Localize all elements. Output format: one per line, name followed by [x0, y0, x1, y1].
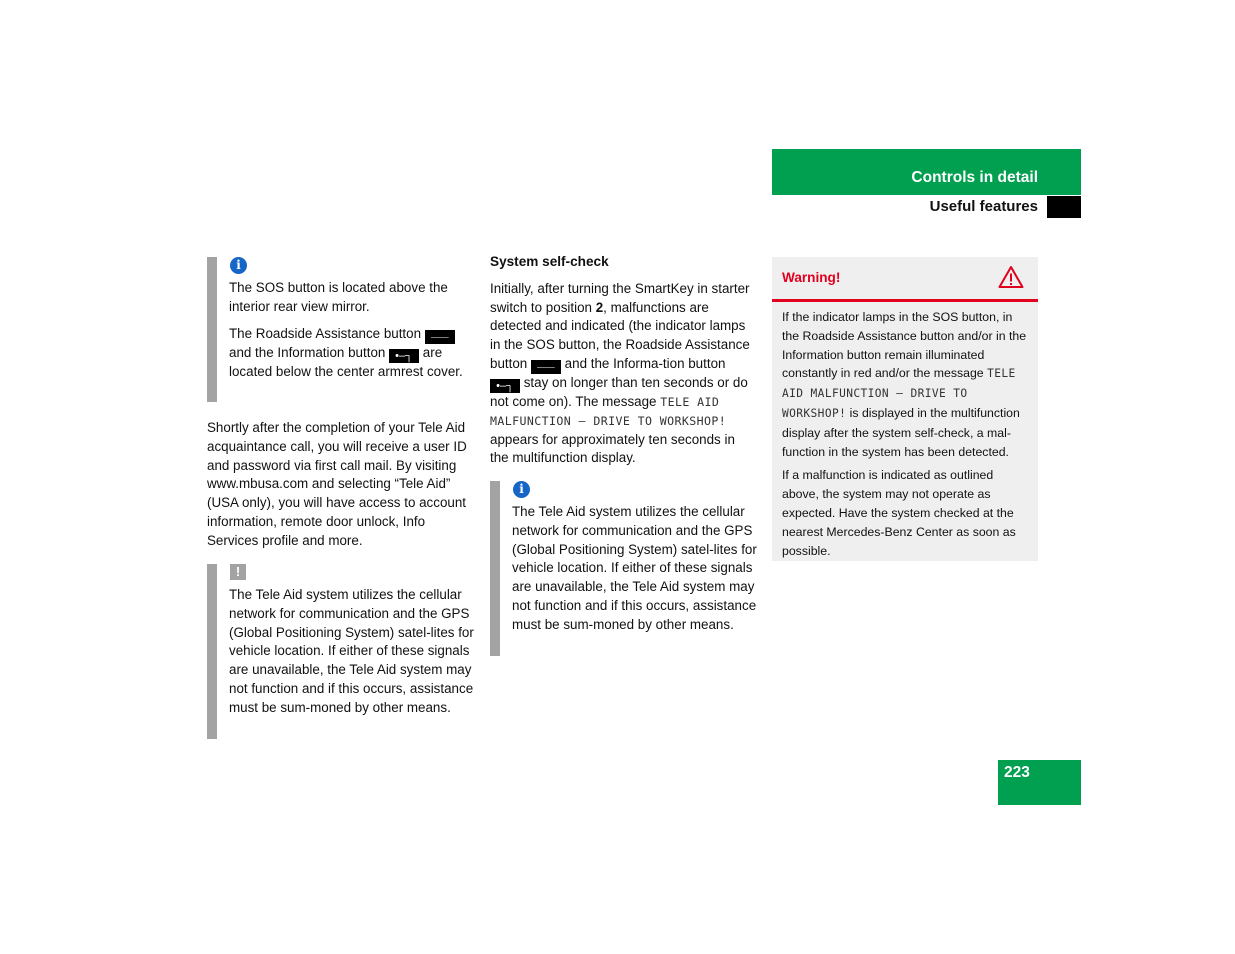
warning-title: Warning! — [782, 270, 841, 285]
warning-text-2: If a malfunction is indicated as outlined above, the system may not operate as expected. Have the system checked at the nearest Mercedes-Benz Center as soon as possible. — [782, 468, 1016, 558]
display-message: TELE AID MALFUNCTION – DRIVE TO WORKSHOP! — [782, 367, 1016, 420]
info-note-text: The Tele Aid system utilizes the cellular network for communication and the GPS (Global Positioning System) satel-lites for vehicle location. If either of these signals are unavailable, the Tele Aid system may not function and if this occurs, assistance must be sum-moned by other means. — [512, 504, 757, 632]
info-key-icon: •–┐ — [389, 349, 419, 363]
display-message: TELE AID MALFUNCTION – DRIVE TO WORKSHOP! — [490, 394, 727, 428]
note-bar — [207, 257, 217, 402]
note-bar — [207, 564, 217, 739]
caution-note-signal — [207, 564, 475, 739]
self-check-paragraph: Initially, after turning the SmartKey in starter switch to position 2, malfunctions are detected and indicated (the indicator lamps in the SOS button, the Roadside Assistance button ⸺ and the Informa-tion button •–┐ stay on longer than ten seconds or do not come on). The message TELE AID MALFUNCTION – DRIVE TO WORKSHOP! appears for approximately ten seconds in the multifunction display. — [490, 280, 750, 466]
info-key-icon: •–┐ — [490, 379, 520, 393]
self-check-heading: System self-check — [490, 254, 609, 269]
exclamation-icon: ! — [230, 564, 246, 580]
wrench-icon: ⸺ — [425, 330, 455, 344]
info-icon: i — [230, 257, 247, 274]
page-number: 223 — [998, 760, 1081, 805]
chapter-title: Controls in detail — [911, 169, 1038, 186]
info-note-signal — [490, 481, 758, 656]
self-check-section — [490, 253, 754, 468]
warning-text-1: If the indicator lamps in the SOS button, in the Roadside Assistance button and/or in the Information button remain illuminated constantly in red and/or the message TELE AID MALFUNCTION – DRIVE TO WORKSHOP! is displayed in the multifunction display after the system self-check, a mal-function in the system has been detected. — [782, 310, 1027, 459]
section-title: Useful features — [929, 198, 1038, 215]
warning-box — [772, 257, 1038, 561]
warning-header — [772, 257, 1038, 302]
tele-aid-account-paragraph: Shortly after the completion of your Tele Aid acquaintance call, you will receive a user ID and password via first call mail. By visiting www.mbusa.com and selecting “Tele Aid” (USA only), you will have access to account information, remote door unlock, Info Services profile and more. — [207, 420, 467, 548]
info-note-text-2: The Roadside Assistance button ⸺ and the Information button •–┐ are located below the center armrest cover. — [229, 325, 463, 379]
chapter-header — [772, 149, 1081, 195]
section-marker — [1047, 196, 1081, 218]
info-note-buttons — [207, 257, 472, 402]
info-icon: i — [513, 481, 530, 498]
caution-note-text: The Tele Aid system utilizes the cellular network for communication and the GPS (Global Positioning System) satel-lites for vehicle location. If either of these signals are unavailable, the Tele Aid system may not function and if this occurs, assistance must be sum-moned by other means. — [229, 587, 474, 715]
note-bar — [490, 481, 500, 656]
warning-triangle-icon — [998, 265, 1024, 289]
wrench-icon: ⸺ — [531, 360, 561, 374]
info-note-text-1: The SOS button is located above the interior rear view mirror. — [229, 280, 448, 314]
